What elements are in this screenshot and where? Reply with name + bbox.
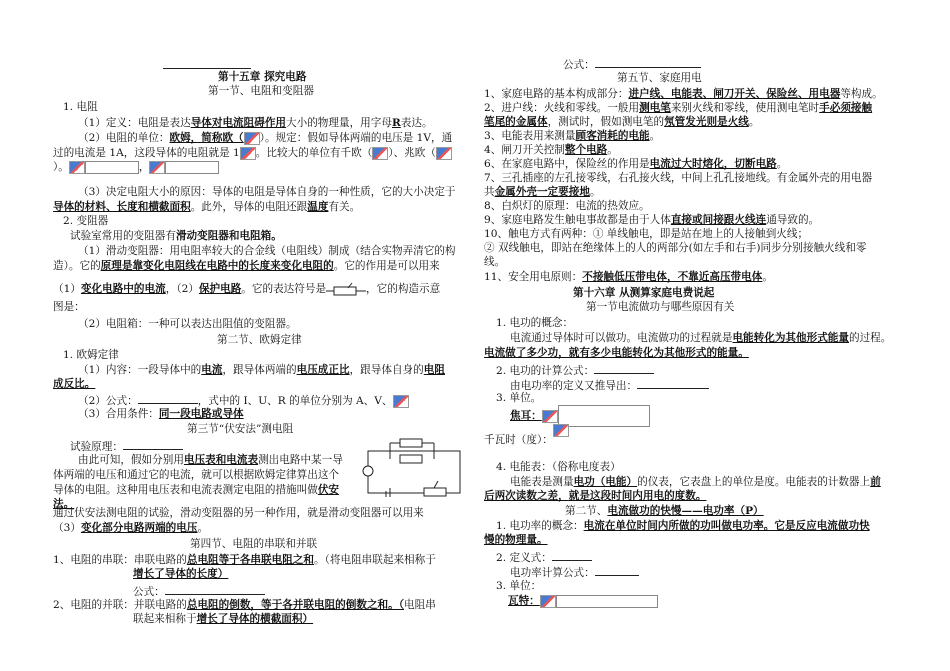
rheostat-symbol-icon (326, 282, 366, 296)
voltammetry-line-2: 体两端的电压和通过它的电流，就可以根据欧姆定律算出这个 (53, 469, 340, 481)
top-blank-line (163, 57, 251, 69)
series-line-2: 增长了导体的长度） (133, 568, 229, 580)
broken-image-icon (553, 424, 569, 437)
meter-desc-2: 后两次读数之差，就是这段时间内用电的度数。 (484, 490, 707, 502)
section-1-title: 第一节、电阻和变阻器 (208, 85, 314, 97)
parallel-line: 2、电阻的并联：并联电路的总电阻的倒数，等于各并联电阻的倒数之和。（电阻串 (53, 599, 436, 611)
watt-line: 瓦特： (508, 594, 658, 608)
rheostat-function-line: （1）变化电路中的电流，（2）保护电路。它的表达符号是 ，它的构造示意 (53, 283, 441, 295)
series-line: 1、电阻的串联：串联电路的总电阻等于各串联电阻之和。（将电阻串联起来相称于 (53, 554, 436, 566)
chapter-16-title: 第十六章 从测算家庭电费说起 (573, 287, 715, 299)
broken-image-icon (540, 595, 556, 608)
slide-rheostat-line: （1）滑动变阻器：用电阻率较大的合金线（电阻线）制成（结合实物弄清它的构 (78, 245, 456, 257)
parallel-line-2: 联起来相称于增长了导体的横截面积） (133, 613, 314, 625)
unit-line-3: ）。 ， (53, 160, 219, 174)
power-calc-formula: 电功率计算公式： (510, 564, 639, 580)
factors-line-2: 导体的材料、长度和横截面积。此外，导体的电阻还跟温度有关。 (53, 201, 361, 213)
power-concept-2: 慢的物理量。 (484, 534, 548, 546)
voltammetry-line-3: 导体的电阻。这种用电压表和电流表测定电阻的措施叫做伏安 (53, 484, 340, 496)
broken-image-icon (436, 147, 452, 160)
ohms-content-line-2: 成反比。 (53, 378, 96, 390)
item-resistance: 1. 电阻 (63, 101, 98, 113)
image-placeholder (558, 405, 650, 427)
socket-line-2: 共金属外壳一定要接地。 (484, 186, 601, 198)
chapter-15-title: 第十五章 探究电路 (218, 71, 307, 83)
shock-type-line-3: 线。 (484, 256, 506, 268)
formula-line: （2）公式： ，式中的 I、U、R 的单位分别为 A、V、 (78, 392, 409, 408)
section-4-title: 第四节、电阻的串联和并联 (190, 538, 318, 550)
meter-desc: 电能表是测量电功（电能）的仪表，它表盘上的单位是度。电能表的计数器上前 (510, 476, 881, 488)
factors-line: （3）决定电阻大小的原因：导体的电阻是导体自身的一种性质，它的大小决定于 (78, 186, 456, 198)
work-def-line: 电流通过导体时可以做功。电流做功的过程就是电能转化为其他形式能量的过程。 (510, 332, 892, 344)
resistance-box-line: （2）电阻箱：一种可以表达出阻值的变阻器。 (78, 318, 297, 330)
condition-line: （3）合用条件：同一段电路或导体 (78, 408, 244, 420)
home-circuit-line: 1、家庭电路的基本构成部分：进户线、电能表、闸刀开关、保险丝、用电器等构成。 (484, 88, 883, 100)
power-unit: 3. 单位： (496, 580, 542, 592)
slide-rheostat-line-2: 造）。它的原理是靠变化电阻线在电路中的长度来变化电阻的。它的作用是可以用来 (53, 260, 440, 272)
broken-image-icon (149, 161, 165, 174)
voltammetry-line: 由此可知，假如分别用电压表和电流表测出电路中某一导 (78, 454, 343, 466)
section-2-title: 第二节、欧姆定律 (217, 334, 302, 346)
service-wire-line: 2、进户线：火线和零线。一般用测电笔来别火线和零线，使用测电笔时手必须接触 (484, 102, 873, 114)
broken-image-icon (372, 147, 388, 160)
unit-line-2: 过的电流是 1A，这段导体的电阻就是 1 。比较大的单位有千欧（ ）、兆欧（ (53, 146, 452, 160)
safety-line: 11、安全用电原则：不接触低压带电体，不靠近高压带电体。 (484, 271, 773, 283)
rheostat-role-line: 通过伏安法测电阻的试验，滑动变阻器的另一种作用，就是滑动变阻器可以用来 (53, 507, 424, 519)
lamp-line: 8、白炽灯的原理：电流的热效应。 (484, 200, 650, 212)
service-wire-line-2: 笔尾的金属体，测试时，假如测电笔的氖管发光则是火线。 (484, 116, 760, 128)
broken-image-icon (542, 410, 558, 423)
joule-line: 焦耳： (510, 405, 650, 427)
structure-label: 图是： (53, 301, 85, 313)
work-unit: 3. 单位。 (496, 392, 542, 404)
ohms-content-line: （1）内容：一段导体中的电流，跟导体两端的电压成正比，跟导体自身的电阻 (78, 364, 445, 376)
definition-line: （1）定义：电阻是表达导体对电流阻碍作用大小的物理量，用字母R表达。 (78, 117, 433, 129)
fuse-line: 6、在家庭电路中，保险丝的作用是电流过大时熔化，切断电路。 (484, 158, 788, 170)
section-5-title: 第五节、家庭用电 (617, 72, 702, 84)
principle-line: 试验原理： (70, 438, 183, 454)
shock-type-line: 10、触电方式有两种：① 单线触电，即是站在地上的人接触到火线； (484, 228, 809, 240)
formula-top: 公式： (563, 56, 701, 72)
broken-image-icon (240, 147, 256, 160)
work-concept: 1. 电功的概念： (496, 317, 574, 329)
section-16-2-title: 第二节、电流做功的快慢——电功率（P） (565, 505, 764, 517)
rheostat-role-line-2: （3）变化部分电路两端的电压。 (53, 522, 209, 534)
shock-line: 9、家庭电路发生触电事故都是由于人体直接或间接跟火线连通导致的。 (484, 214, 820, 226)
rheostat-intro: 试验室常用的变阻器有滑动变阻器和电阻箱。 (70, 230, 282, 242)
section-3-title: 第三节“伏安法”测电阻 (187, 423, 294, 435)
unit-line: （2）电阻的单位：欧姆，简称欧（ ）。规定：假如导体两端的电压是 1V，通 (78, 132, 453, 144)
circuit-diagram-icon (360, 437, 468, 499)
power-def-formula: 2. 定义式： (496, 549, 592, 565)
switch-line: 4、闸刀开关控制整个电路。 (484, 144, 618, 156)
broken-image-icon (69, 161, 85, 174)
socket-line: 7、三孔插座的左孔接零线，右孔接火线，中间上孔孔接地线。有金属外壳的用电器 (484, 172, 873, 184)
item-ohms-law: 1. 欧姆定律 (63, 349, 119, 361)
item-rheostat: 2. 变阻器 (63, 215, 109, 227)
broken-image-icon (244, 132, 260, 145)
meter-line: 3、电能表用来测量顾客消耗的电能。 (484, 130, 661, 142)
work-formula: 2. 电功的计算公式： (496, 362, 654, 378)
voltammetry-line-4: 法。 (53, 498, 75, 510)
image-placeholder (165, 161, 219, 174)
power-concept: 1. 电功率的概念：电流在单位时间内所做的功叫做电功率。它是反应电流做功快 (496, 520, 870, 532)
image-placeholder (85, 161, 139, 174)
work-def-line-2: 电流做了多少功，就有多少电能转化为其他形式的能量。 (484, 347, 749, 359)
meter-title: 4. 电能表：（俗称电度表） (496, 461, 621, 473)
shock-type-line-2: ② 双线触电，即站在绝缘体上的人的两部分(如左手和右手)同步分别接触火线和零 (484, 242, 867, 254)
image-placeholder (556, 595, 658, 608)
section-16-1-title: 第一节电流做功与哪些原因有关 (586, 301, 735, 313)
series-formula: 公式： (133, 583, 265, 599)
kwh-line: 千瓦时（度）： (484, 433, 569, 447)
broken-image-icon (393, 395, 409, 408)
work-derived-formula: 由电功率的定义又推导出： (510, 377, 709, 393)
